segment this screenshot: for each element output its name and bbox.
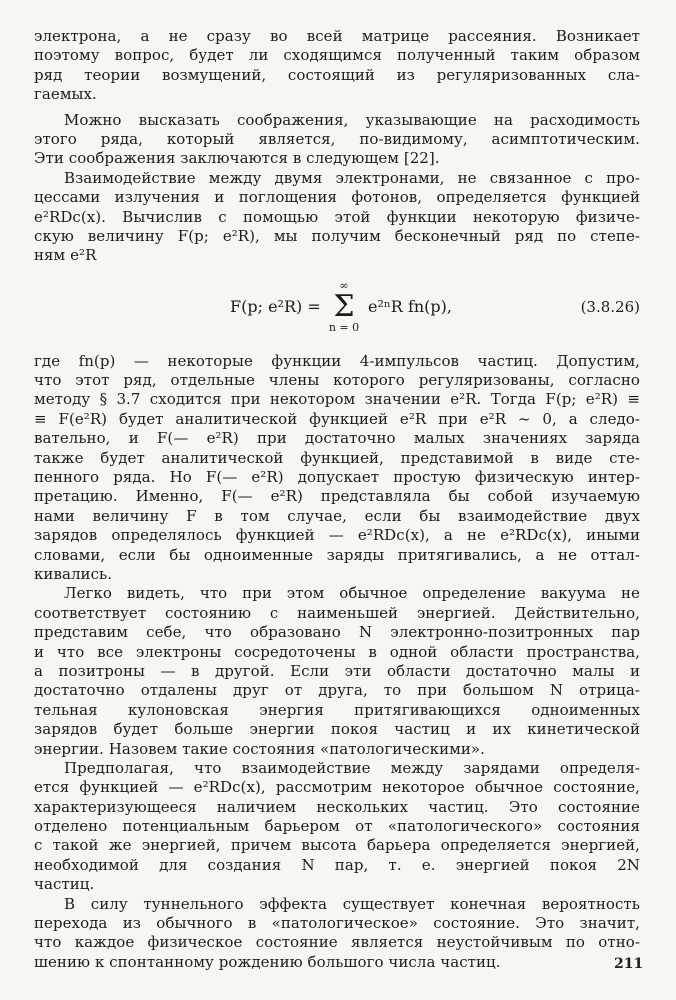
text-line: что каждое физическое состояние является неустойчивым по отно- (34, 933, 640, 952)
text-line: соответствует состоянию с наименьшей энергией. Действительно, (34, 603, 640, 622)
text-line: ≡ F(e²R) будет аналитической функцией e²R при e²R ~ 0, а следо- (34, 409, 640, 428)
paragraph (34, 169, 640, 266)
text-line: В силу туннельного эффекта существует конечная вероятность (64, 894, 640, 913)
text-line: что этот ряд, отдельные члены которого регуляризованы, согласно (34, 371, 640, 390)
text-line: нами величину F в том случае, если бы взаимодействие двух (34, 506, 640, 525)
text-line: также будет аналитической функцией, представимой в виде сте- (34, 448, 640, 467)
equation-number: (3.8.26) (580, 297, 640, 316)
text-line: вательно, и F(— e²R) при достаточно малых значениях заряда (34, 429, 640, 448)
text-line: словами, если бы одноименные заряды притягивались, а не оттал- (34, 545, 640, 564)
text-line: зарядов будет больше энергии покоя частиц и их кинетической (34, 720, 640, 739)
paragraph (34, 352, 640, 585)
text-line: гаемых. (34, 85, 97, 104)
sigma-symbol: Σ (333, 288, 355, 324)
text-line: а позитроны — в другой. Если эти области достаточно малы и (34, 661, 640, 680)
text-line: поэтому вопрос, будет ли сходящимся полученный таким образом (34, 46, 640, 65)
page-number: 211 (614, 956, 644, 972)
text-line: e²RDc(x). Вычислив с помощью этой функции некоторую физиче- (34, 207, 640, 226)
text-line: претацию. Именно, F(— e²R) представляла бы собой изучаемую (34, 487, 640, 506)
text-line: электрона, а не сразу во всей матрице рассеяния. Возникает (34, 27, 640, 45)
text-line: кивались. (34, 564, 113, 583)
text-line: шению к спонтанному рождению большого числа частиц. (34, 952, 501, 971)
text-line: с такой же энергией, причем высота барьера определяется энергией, (34, 836, 640, 855)
text-line: ням e²R (34, 246, 97, 265)
text-line: Эти соображения заключаются в следующем [22]. (34, 149, 440, 168)
text-line: частиц. (34, 875, 95, 894)
text-line: и что все электроны сосредоточены в одной области пространства, (34, 642, 640, 661)
text-line: этого ряда, который является, по-видимому, асимптотическим. (34, 129, 640, 148)
text-column (34, 27, 640, 972)
text-line: характеризующееся наличием нескольких частиц. Это состояние (34, 797, 640, 816)
text-line: скую величину F(p; e²R), мы получим бесконечный ряд по степе- (34, 226, 640, 245)
text-line: энергии. Назовем такие состояния «патологическими». (34, 739, 485, 758)
summation-sign (324, 280, 364, 334)
sum-upper-limit: ∞ (339, 278, 349, 292)
text-line: представим себе, что образовано N электронно-позитронных пар (34, 623, 640, 642)
text-line: ряд теории возмущений, состоящий из регуляризованных сла- (34, 65, 640, 84)
paragraph (34, 895, 640, 973)
equation-3-8-26 (34, 266, 640, 352)
paragraph (34, 27, 640, 105)
text-line: зарядов определялось функцией — e²RDc(x), а не e²RDc(x), иными (34, 526, 640, 545)
text-line: Предполагая, что взаимодействие между зарядами определя- (64, 758, 640, 777)
text-line: Легко видеть, что при этом обычное определение вакуума не (64, 584, 640, 603)
text-line: где fn(p) — некоторые функции 4-импульсов частиц. Допустим, (34, 351, 640, 370)
paragraph (34, 111, 640, 169)
formula-rhs: e²ⁿR fn(p), (368, 296, 452, 316)
text-line: Взаимодействие между двумя электронами, не связанное с про- (64, 168, 640, 187)
text-line: пенного ряда. Но F(— e²R) допускает простую физическую интер- (34, 468, 640, 487)
text-line: тельная кулоновская энергия притягивающихся одноименных (34, 700, 640, 719)
text-line: перехода из обычного в «патологическое» состояние. Это значит, (34, 914, 640, 933)
text-line: отделено потенциальным барьером от «патологического» состояния (34, 817, 640, 836)
text-line: достаточно отдалены друг от друга, то при большом N отрица- (34, 681, 640, 700)
text-line: необходимой для создания N пар, т. е. энергией покоя 2N (34, 855, 640, 874)
formula-lhs: F(p; e²R) = (230, 296, 321, 316)
text-line: Можно высказать соображения, указывающие на расходимость (64, 110, 640, 129)
text-line: ется функцией — e²RDc(x), рассмотрим некоторое обычное состояние, (34, 778, 640, 797)
sum-lower-limit: n = 0 (328, 320, 360, 334)
paragraph (34, 584, 640, 759)
text-line: методу § 3.7 сходится при некотором значении e²R. Тогда F(p; e²R) ≡ (34, 390, 640, 409)
text-line: цессами излучения и поглощения фотонов, определяется функцией (34, 188, 640, 207)
paragraph (34, 759, 640, 895)
